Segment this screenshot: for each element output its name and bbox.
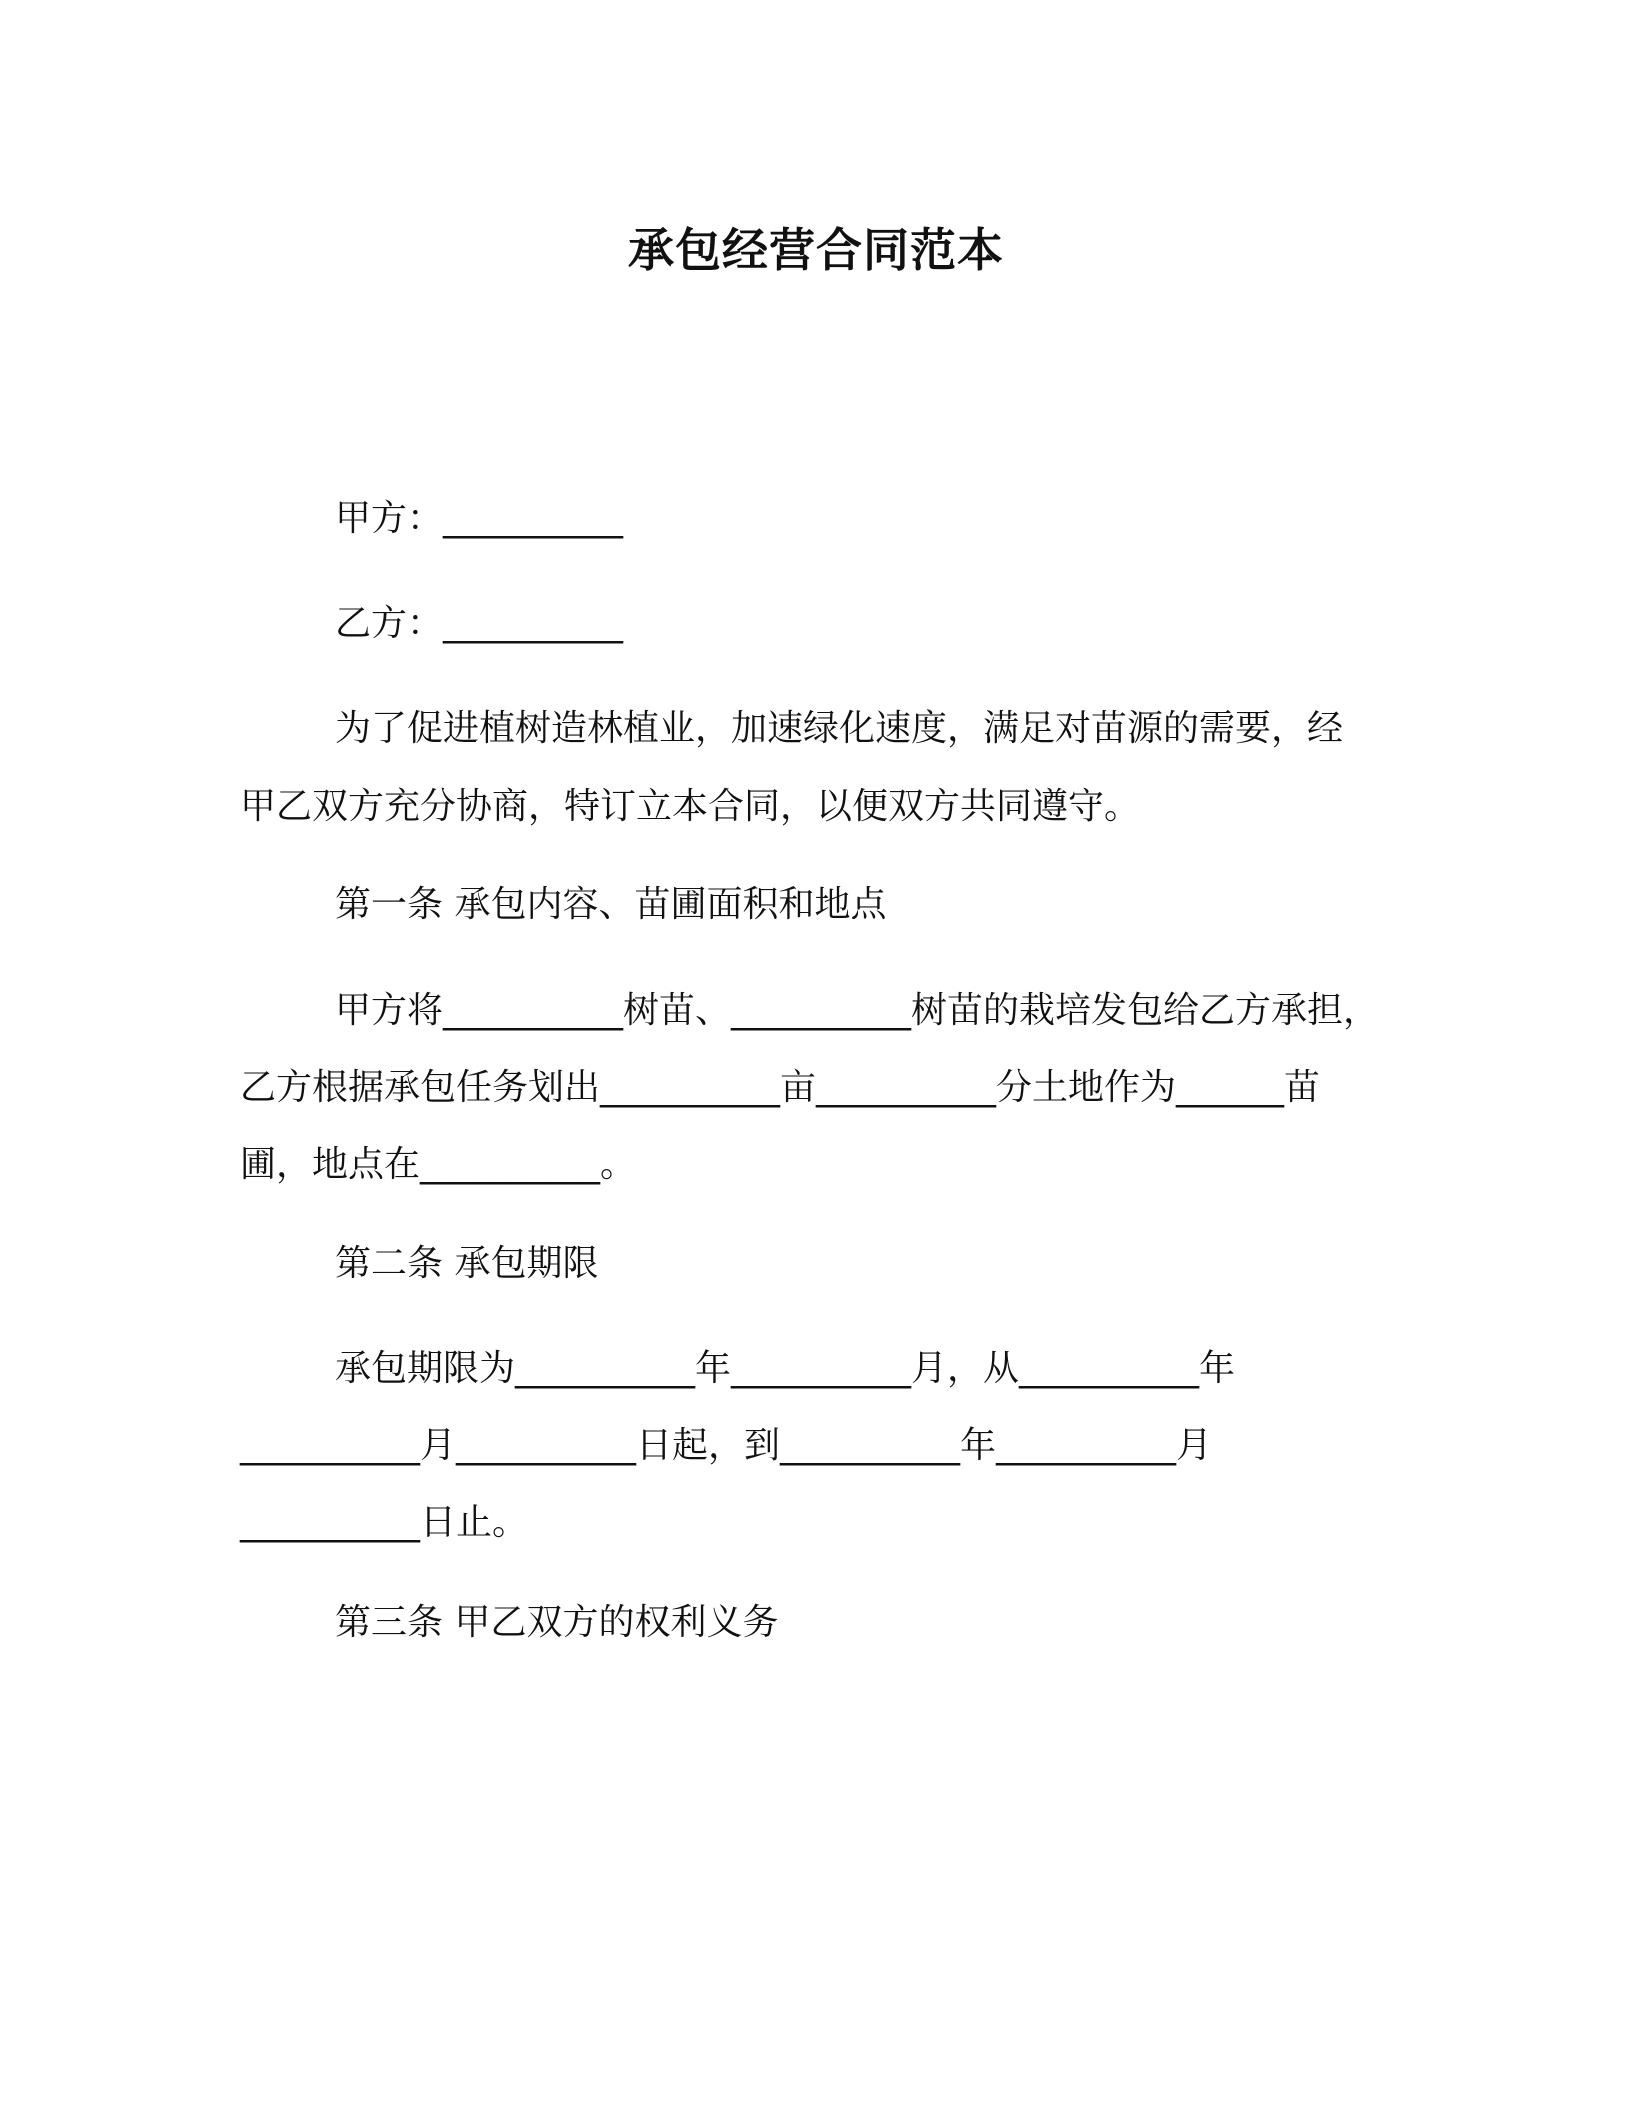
article-1-line-3: 圃，地点在__________。: [240, 1144, 637, 1185]
article-3-heading: 第三条 甲乙双方的权利义务: [335, 1602, 779, 1643]
document-title: 承包经营合同范本: [628, 223, 1004, 277]
article-2-line-1: 承包期限为__________年__________月，从__________年: [335, 1348, 1236, 1389]
article-2-line-2: __________月__________日起，到__________年__________月: [240, 1425, 1213, 1466]
party-a-line: 甲方：__________: [335, 498, 624, 539]
article-1-heading: 第一条 承包内容、苗圃面积和地点: [335, 884, 887, 925]
article-1-line-2: 乙方根据承包任务划出__________亩__________分土地作为______苗: [240, 1067, 1321, 1108]
article-2-heading: 第二条 承包期限: [335, 1243, 599, 1284]
article-2-line-3: __________日止。: [240, 1502, 529, 1543]
article-1-line-1: 甲方将__________树苗、__________树苗的栽培发包给乙方承担，: [335, 990, 1380, 1031]
party-b-line: 乙方：__________: [335, 603, 624, 644]
preamble-line-2: 甲乙双方充分协商，特订立本合同，以便双方共同遵守。: [240, 786, 1141, 827]
preamble-line-1: 为了促进植树造林植业，加速绿化速度，满足对苗源的需要，经: [335, 708, 1344, 749]
